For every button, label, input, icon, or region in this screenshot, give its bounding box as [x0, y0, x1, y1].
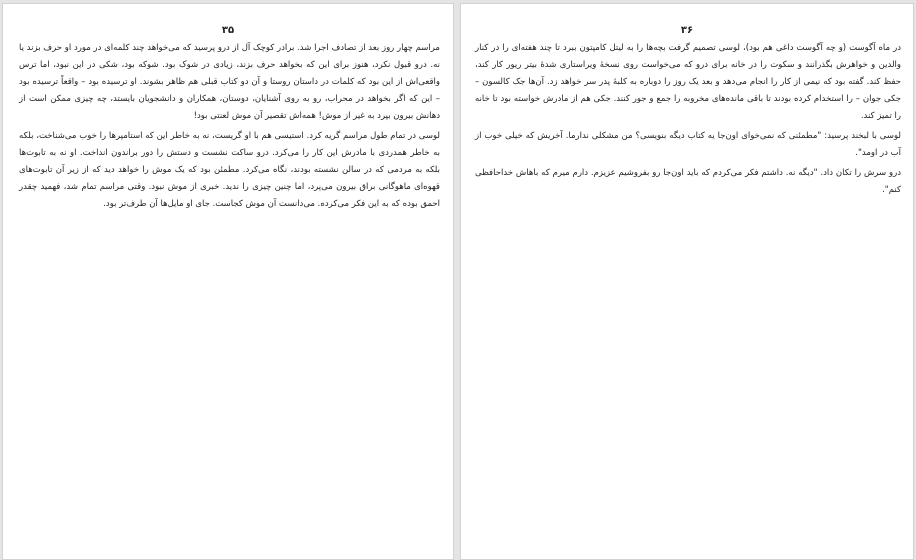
right-page-text	[461, 38, 913, 199]
page-number-35: ۳۵	[221, 25, 235, 36]
paragraph: درو سرش را تکان داد. "دیگه نه. داشتم فکر می‌کردم که باید اون‌جا رو بفروشیم عزیزم. دارم میرم که باهاش خداحافظی کنم".	[475, 168, 901, 195]
paragraph: در ماه آگوست (و چه آگوست داغی هم بود)، لوسی تصمیم گرفت بچه‌ها را به لیتل کامپتون ببرد تا چند هفته‌ای را در کنار والدین و خواهرش بگذرانند و سکوت را در خانه برای درو که می‌خواست روی نسخهٔ ویراستاری شدهٔ بیتر ریور کار کند، حفظ کند. گفته بود که نیمی از کار را انجام می‌دهد و بعد یک روز را دوباره به کلبهٔ پدر سر خواهد زد. آن‌ها جک کالسون – جکی جوان – را استخدام کرده بودند تا باقی مانده‌های مخروبه را جمع و جور کنند. جکی هم از مادرش خواسته بود تا خانه را تمیز کند.	[475, 43, 901, 121]
paragraph: لوسی با لبخند پرسید: "مطمئنی که نمی‌خوای اون‌جا یه کتاب دیگه بنویسی؟ من مشکلی ندارما. آخریش که خیلی خوب از آب در اومد".	[475, 131, 901, 158]
paragraph: مراسم چهار روز بعد از تصادف اجرا شد. برادر کوچک آل از درو پرسید که می‌خواهد چند کلمه‌ای در مورد او حرف بزند یا نه. درو قبول نکرد، هنوز برای این که بخواهد حرف بزند، زیادی در شوک بود. شوکه بود، شکی در این نبود، اما ترس واقعی‌اش از این بود که کلمات در داستان روستا و آن دو کتاب قبلی هم ظاهر بشوند. او ترسیده بود – واقعاً ترسیده بود – این که اگر بخواهد در محراب، رو به روی آشنایان، دوستان، همکاران و دانشجویان بایستد، چه چیزی ممکن است از دهانش بیرون بپرد به غیر از موش! همه‌اش تقصیر آن موش لعنتی بود!	[19, 43, 440, 121]
page-number-36: ۳۶	[680, 25, 694, 36]
left-page-text	[3, 38, 453, 213]
left-page	[2, 3, 454, 560]
paragraph: لوسی در تمام طول مراسم گریه کرد. استیسی هم با او گریست، نه به خاطر این که استامپرها را خوب می‌شناخت، بلکه به خاطر همدردی با مادرش این کار را می‌کرد. درو ساکت نشست و دستش را دور براندون انداخت. او نه به تابوت‌ها بلکه به مردمی که در سالن نشسته بودند، نگاه می‌کرد. مطمئن بود که یک موش را خواهد دید که از زیر آن تابوت‌های قهوه‌ای ماهوگانی براق بیرون می‌پرد، اما چنین چیزی را ندید. خبری از موش نبود. وقتی مراسم تمام شد، فهمید چقدر احمق بوده که به این فکر می‌کرده. می‌دانست آن موش کجاست. جای او مایل‌ها آن طرف‌تر بود.	[19, 131, 440, 209]
right-page	[460, 3, 914, 560]
